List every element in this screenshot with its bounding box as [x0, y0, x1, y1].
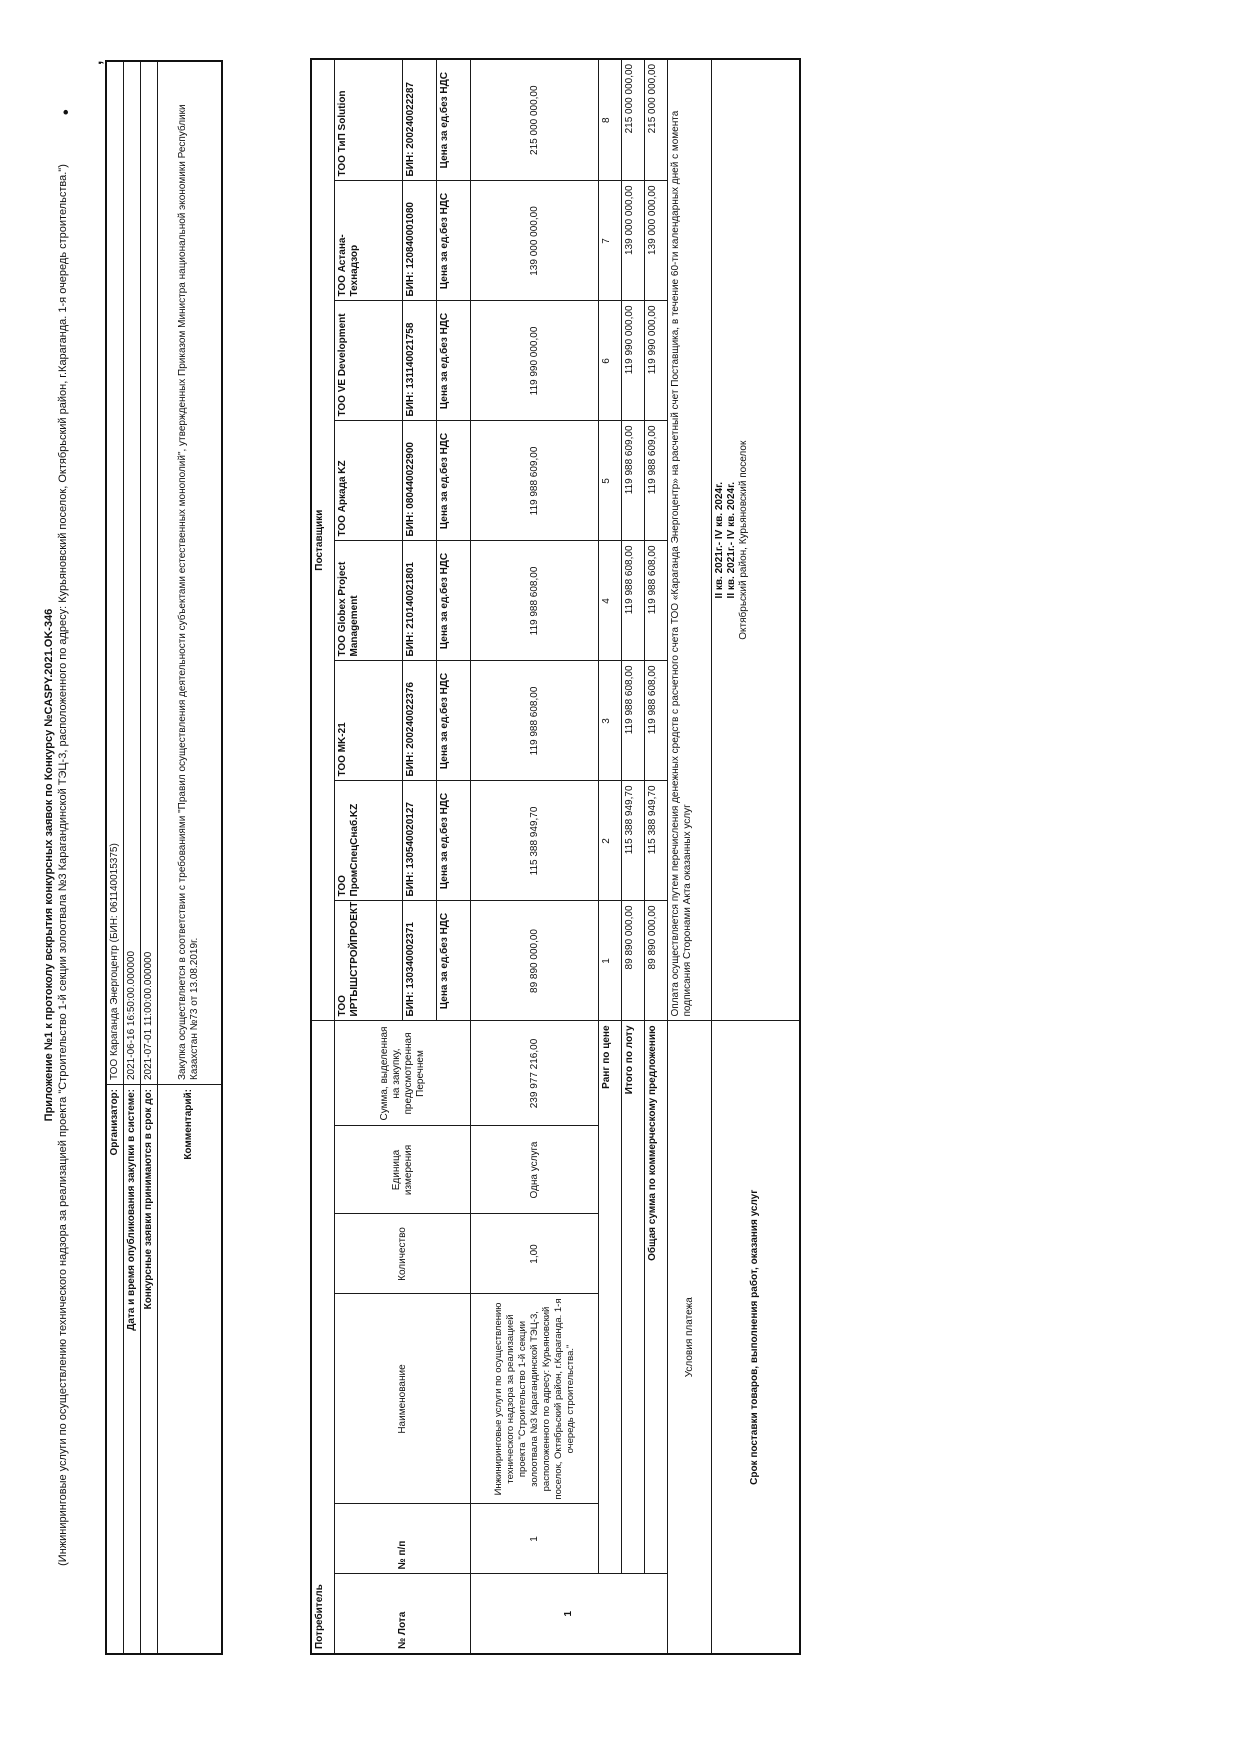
item-number: 1	[471, 1504, 599, 1574]
supplier-price: 89 890 000,00	[471, 901, 599, 1021]
supplier-rank: 4	[599, 541, 622, 661]
published-label: Дата и время опубликования закупки в системе:	[124, 1085, 141, 1655]
suppliers-label: Поставщики	[311, 59, 335, 1021]
item-unit: Одна услуга	[471, 1126, 599, 1214]
supplier-lot-total: 215 000 000,00	[622, 59, 645, 181]
delivery-value	[712, 59, 800, 1021]
supplier-rank: 5	[599, 421, 622, 541]
item-name: Инжиниринговые услуги по осуществлению технического надзора за реализацией проекта "Строительство 1-й секции золоотвала №3 Карагандинской ТЭЦ-3, расположенного по адресу: Курьяновский поселок, Октябрьский район, г.Караганда. 1-я очередь строительства."	[471, 1294, 599, 1504]
supplier-rank: 3	[599, 661, 622, 781]
delivery-line-2: II кв. 2021г.- IV кв. 2024г.	[726, 481, 737, 599]
supplier-lot-total: 119 988 608,00	[622, 541, 645, 661]
title-line-2: (Инжиниринговые услуги по осуществлению технического надзора за реализацией проекта "Строительство 1-й секции золоотвала №3 Карагандинской ТЭЦ-3, расположенного по адресу: Курьяновский поселок, Октябрьский район, г.Караганда. 1-я очередь строительства.")	[57, 164, 69, 1566]
col-lot-header: № Лота	[335, 1574, 471, 1654]
supplier-price: 119 988 608,00	[471, 661, 599, 781]
price-note: Цена за ед.без НДС	[437, 901, 471, 1021]
document-title	[42, 115, 70, 1615]
scan-dot: •	[58, 109, 75, 115]
supplier-bin: БИН: 120840001080	[403, 181, 437, 301]
price-note: Цена за ед.без НДС	[437, 541, 471, 661]
supplier-name: ТОО ТиП Solution	[335, 59, 403, 181]
supplier-bin: БИН: 131140021758	[403, 301, 437, 421]
scan-mark: ,	[88, 60, 105, 65]
supplier-grand-total: 115 388 949,70	[645, 781, 668, 901]
grand-total-label: Общая сумма по коммерческому предложению	[645, 1021, 668, 1574]
supplier-grand-total: 119 988 608,00	[645, 541, 668, 661]
supplier-bin: БИН: 130540020127	[403, 781, 437, 901]
supplier-grand-total: 89 890 000,00	[645, 901, 668, 1021]
price-note: Цена за ед.без НДС	[437, 661, 471, 781]
supplier-grand-total: 215 000 000,00	[645, 59, 668, 181]
col-unit-header: Единица измерения	[335, 1126, 471, 1214]
supplier-lot-total: 89 890 000,00	[622, 901, 645, 1021]
col-num-header: № п/п	[335, 1504, 471, 1574]
bids-table	[310, 58, 801, 1655]
supplier-lot-total: 139 000 000,00	[622, 181, 645, 301]
comment-label: Комментарий:	[158, 1085, 222, 1655]
supplier-name: ТОО MK-21	[335, 661, 403, 781]
supplier-bin: БИН: 200240022376	[403, 661, 437, 781]
col-qty-header: Количество	[335, 1214, 471, 1294]
supplier-name: ТОО Аркада KZ	[335, 421, 403, 541]
supplier-lot-total: 119 988 609,00	[622, 421, 645, 541]
supplier-name: ТОО ИРТЫШСТРОЙПРОЕКТ	[335, 901, 403, 1021]
delivery-line-3: Октябрьский район, Курьяновский поселок	[738, 440, 749, 640]
supplier-bin: БИН: 200240022287	[403, 59, 437, 181]
supplier-price: 139 000 000,00	[471, 181, 599, 301]
supplier-price: 119 988 609,00	[471, 421, 599, 541]
supplier-price: 115 388 949,70	[471, 781, 599, 901]
organizer-label: Организатор:	[106, 1085, 124, 1655]
supplier-price: 215 000 000,00	[471, 59, 599, 181]
payment-value: Оплата осуществляется путем перечисления денежных средств с расчетного счета ТОО «Караганда Энергоцентр» на расчетный счет Поставщика, в течение 60-ти календарных дней с момента подписания Сторонами Акта оказанных услуг	[668, 59, 712, 1021]
supplier-rank: 8	[599, 59, 622, 181]
supplier-lot-total: 119 988 608,00	[622, 661, 645, 781]
supplier-name: ТОО VE Development	[335, 301, 403, 421]
price-note: Цена за ед.без НДС	[437, 781, 471, 901]
supplier-price: 119 988 608,00	[471, 541, 599, 661]
supplier-rank: 2	[599, 781, 622, 901]
procurement-info-table	[105, 60, 223, 1655]
payment-label: Условия платежа	[668, 1021, 712, 1654]
price-note: Цена за ед.без НДС	[437, 59, 471, 181]
supplier-grand-total: 139 000 000,00	[645, 181, 668, 301]
comment-value: Закупка осуществляется в соответствии с требованиями "Правил осуществления деятельности субъектами естественных монополий", утвержденных Приказом Министра национальной экономики Республики Казахстан №73 от 13.08.2019г.	[158, 61, 222, 1085]
supplier-bin: БИН: 130340002371	[403, 901, 437, 1021]
supplier-name: ТОО Астана-Технадзор	[335, 181, 403, 301]
supplier-grand-total: 119 990 000,00	[645, 301, 668, 421]
lot-number: 1	[471, 1574, 668, 1654]
organizer-value: ТОО Караганда Энергоцентр (БИН: 061140015375)	[106, 61, 124, 1085]
supplier-lot-total: 115 388 949,70	[622, 781, 645, 901]
supplier-rank: 7	[599, 181, 622, 301]
delivery-line-1: II кв. 2021г.- IV кв. 2024г.	[714, 481, 725, 599]
delivery-label: Срок поставки товаров, выполнения работ, оказания услуг	[712, 1021, 800, 1654]
price-note: Цена за ед.без НДС	[437, 181, 471, 301]
rank-label: Ранг по цене	[599, 1021, 622, 1574]
price-note: Цена за ед.без НДС	[437, 421, 471, 541]
published-value: 2021-06-16 16:50:00.000000	[124, 61, 141, 1085]
consumer-label: Потребитель	[311, 1021, 335, 1654]
supplier-bin: БИН: 080440022900	[403, 421, 437, 541]
supplier-name: ТОО ПромСпецСнаб.KZ	[335, 781, 403, 901]
title-line-1: Приложение №1 к протоколу вскрытия конкурсных заявок по Конкурсу №CASPY.2021.OK-346	[43, 608, 55, 1122]
col-sum-header: Сумма, выделенная на закупку, предусмотренная Перечнем	[335, 1021, 471, 1126]
item-qty: 1,00	[471, 1214, 599, 1294]
supplier-bin: БИН: 210140021801	[403, 541, 437, 661]
supplier-grand-total: 119 988 609,00	[645, 421, 668, 541]
supplier-grand-total: 119 988 608,00	[645, 661, 668, 781]
supplier-price: 119 990 000,00	[471, 301, 599, 421]
supplier-rank: 6	[599, 301, 622, 421]
deadline-value: 2021-07-01 11:00:00.000000	[141, 61, 158, 1085]
supplier-rank: 1	[599, 901, 622, 1021]
deadline-label: Конкурсные заявки принимаются в срок до:	[141, 1085, 158, 1655]
document-sheet	[0, 45, 1240, 1725]
price-note: Цена за ед.без НДС	[437, 301, 471, 421]
col-name-header: Наименование	[335, 1294, 471, 1504]
lot-total-label: Итого по лоту	[622, 1021, 645, 1574]
supplier-name: ТОО Globex Project Management	[335, 541, 403, 661]
item-sum: 239 977 216,00	[471, 1021, 599, 1126]
supplier-lot-total: 119 990 000,00	[622, 301, 645, 421]
